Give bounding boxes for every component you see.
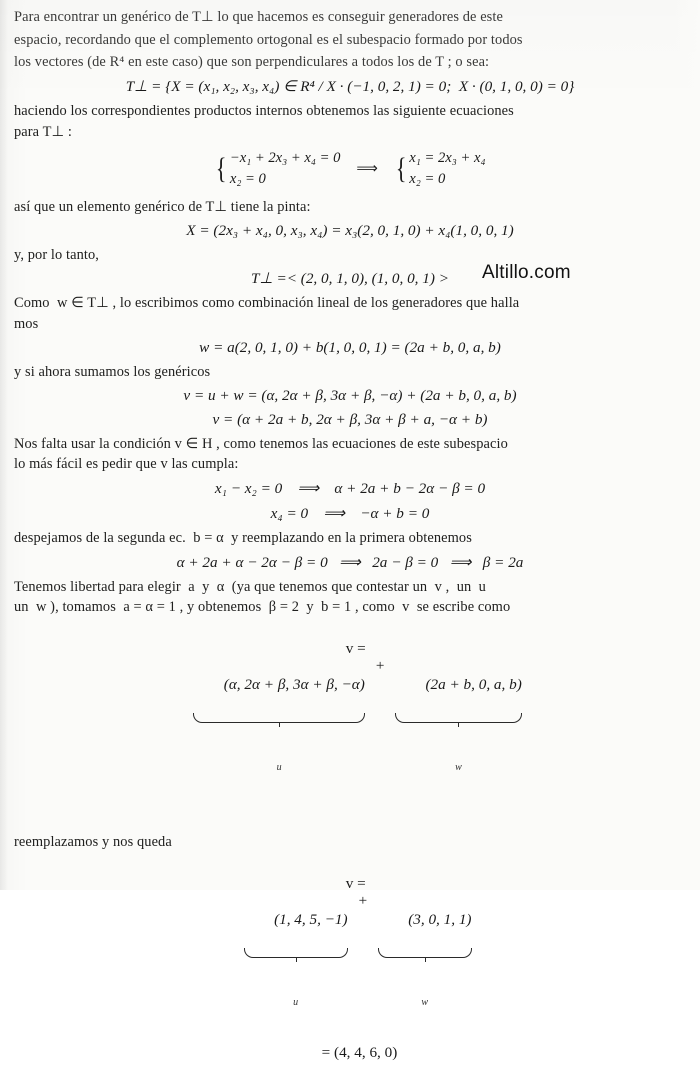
underbrace-content: (2a + b, 0, a, b) (425, 676, 522, 694)
paragraph-line: haciendo los correspondientes productos internos obtenemos las siguiente ecuaciones (14, 103, 514, 120)
underbrace-u (193, 658, 364, 809)
equation-system-right (394, 148, 486, 190)
math-expression-condition-2: x₄ = 0 ⟹ −α + b = 0 (270, 504, 430, 522)
paragraph-line: despejamos de la segunda ec. b = α y reemplazando en la primera obtenemos (14, 529, 472, 546)
paragraph-line: y si ahora sumamos los genéricos (14, 363, 211, 380)
underbrace-group (244, 893, 472, 1044)
paragraph-line: un w ), tomamos a = α = 1 , y obtenemos β = 2 y b = 1 , como v se escribe como (14, 599, 511, 616)
math-expression-generators: T⊥ =< (2, 0, 1, 0), (1, 0, 0, 1) > (251, 270, 449, 288)
equation: x₁ = 2x₃ + x₄ (409, 149, 486, 166)
underbrace-label: w (421, 996, 428, 1008)
paragraph-line: Nos falta usar la condición v ∈ H , como tenemos las ecuaciones de este subespacio (14, 435, 508, 452)
right-system (409, 148, 485, 190)
underbrace-line (395, 713, 522, 723)
underbrace-u (244, 893, 348, 1044)
equation-system-row (14, 148, 686, 190)
equation-system-left (214, 148, 340, 190)
equation-suffix: = (4, 4, 6, 0) (317, 1043, 398, 1061)
paragraph-line: Como w ∈ T⊥ , lo escribimos como combinación lineal de los generadores que halla (14, 295, 520, 312)
underbrace-line (193, 713, 364, 723)
equation: x₂ = 0 (229, 170, 266, 187)
underbrace-label: w (455, 762, 462, 774)
math-expression-generic-element: X = (2x₃ + x₄, 0, x₃, x₄) = x₃(2, 0, 1, 0) + x₄(1, 0, 0, 1) (186, 221, 514, 239)
implies-arrow-icon: ⟹ (356, 161, 378, 178)
plus-sign: + (357, 891, 368, 909)
paragraph-line: y, por lo tanto, (14, 246, 99, 263)
math-expression-v-sum: v = u + w = (α, 2α + β, 3α + β, −α) + (2a + b, 0, a, b) (183, 386, 517, 404)
equation: x₂ = 0 (409, 170, 446, 187)
underbrace-w (378, 893, 472, 1044)
equation-prefix: v = (345, 874, 370, 892)
paragraph-line: los vectores (de R⁴ en este caso) que son perpendiculares a todos los de T ; o sea: (14, 54, 490, 71)
left-brace-glyph: { (395, 152, 407, 186)
underbrace-w (395, 658, 522, 809)
left-brace-glyph: { (216, 152, 228, 186)
math-expression-w-linear-combination: w = a(2, 0, 1, 0) + b(1, 0, 0, 1) = (2a + b, 0, a, b) (199, 338, 501, 356)
math-expression-v-underbraced-symbolic (14, 622, 686, 827)
paragraph-line: así que un elemento genérico de T⊥ tiene la pinta: (14, 198, 311, 215)
paragraph-line: reemplazamos y nos queda (14, 834, 172, 851)
math-expression-condition-1: x₁ − x₂ = 0 ⟹ α + 2a + b − 2α − β = 0 (214, 479, 486, 497)
underbrace-content: (3, 0, 1, 1) (408, 910, 472, 928)
underbrace-label: u (293, 996, 299, 1008)
underbrace-content: (1, 4, 5, −1) (274, 910, 348, 928)
paragraph-line: para T⊥ : (14, 123, 72, 140)
underbrace-content: (α, 2α + β, 3α + β, −α) (223, 676, 365, 694)
equation: −x₁ + 2x₃ + x₄ = 0 (229, 149, 341, 166)
left-system (230, 148, 341, 190)
underbrace-group (193, 658, 521, 809)
underbrace-line (378, 948, 472, 958)
underbrace-label: u (276, 762, 282, 774)
plus-sign: + (374, 657, 386, 675)
math-expression-v-expanded: v = (α + 2a + b, 2α + β, 3α + β + a, −α + b) (212, 410, 488, 428)
watermark-altillo: Altillo.com (482, 262, 571, 283)
math-expression-v-underbraced-numeric (14, 857, 686, 1080)
paragraph-line: espacio, recordando que el complemento ortogonal es el subespacio formado por todos (14, 31, 523, 48)
page-edge-shadow (0, 0, 8, 890)
paragraph-line: lo más fácil es pedir que v las cumpla: (14, 456, 239, 473)
paragraph-line: mos (14, 316, 39, 333)
math-expression-orthogonal-complement-definition: T⊥ = {X = (x₁, x₂, x₃, x₄) ∈ R⁴ / X · (−1, 0, 2, 1) = 0; X · (0, 1, 0, 0) = 0} (125, 78, 575, 96)
math-expression-solve-beta: α + 2a + α − 2α − β = 0 ⟹ 2a − β = 0 ⟹ β = 2a (176, 553, 524, 571)
equation-prefix: v = (345, 640, 370, 658)
underbrace-line (244, 948, 348, 958)
paragraph-line: Para encontrar un genérico de T⊥ lo que hacemos es conseguir generadores de este (14, 9, 503, 25)
paragraph-line: Tenemos libertad para elegir a y α (ya que tenemos que contestar un v , un u (14, 578, 486, 595)
